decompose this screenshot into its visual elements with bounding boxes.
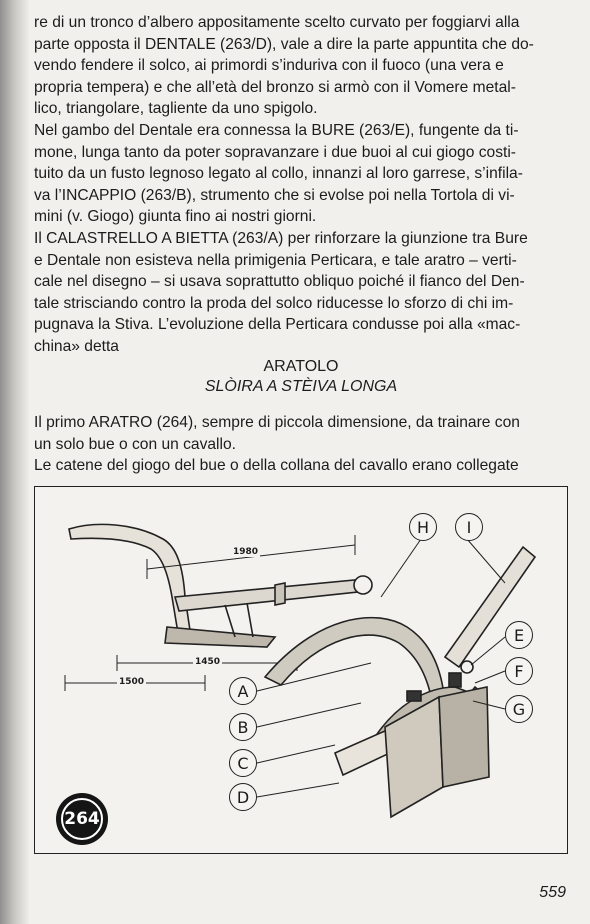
text-line: tuito da un fusto legnoso legato al collo, innanzi al loro garrese, s’infila- xyxy=(34,165,523,183)
text-line: vendo fendere il solco, ai primordi s’induriva con il fuoco (una vera e xyxy=(34,57,504,75)
text-line: pugnava la Stiva. L’evoluzione della Perticara condusse poi alla «mac- xyxy=(34,316,521,334)
page-gutter-shadow xyxy=(0,0,30,924)
text-line: un solo bue o con un cavallo. xyxy=(34,435,236,453)
text-line: va l’INCAPPIO (263/B), strumento che si evolse poi nella Tortola di vi- xyxy=(34,186,515,204)
text-line: propria tempera) e che all’età del bronzo si armò con il Vomere metal- xyxy=(34,78,516,96)
text-line: china» detta xyxy=(34,337,119,355)
dimension-label: 1980 xyxy=(233,547,259,557)
section-subtitle: SLÒIRA A STÈIVA LONGA xyxy=(204,378,398,395)
text-line: e Dentale non esisteva nella primigenia Perticara, e tale aratro – verti- xyxy=(34,251,517,269)
callout-h: H xyxy=(409,513,437,541)
dimension-label: 1500 xyxy=(119,677,145,687)
text-line: mone, lunga tanto da poter sopravanzare i due buoi al cui giogo costi- xyxy=(34,143,516,161)
text-line: re di un tronco d’albero appositamente scelto curvato per foggiarvi alla xyxy=(34,14,520,31)
text-line: Il primo ARATRO (264), sempre di piccola dimensione, da trainare con xyxy=(34,414,520,431)
text-line: lico, triangolare, tagliente da uno spigolo. xyxy=(34,100,318,118)
callout-c: C xyxy=(229,749,257,777)
callout-d: D xyxy=(229,783,257,811)
dimension-label: 1450 xyxy=(195,657,221,667)
text-line: Nel gambo del Dentale era connessa la BURE (263/E), fungente da ti- xyxy=(34,121,519,139)
callout-b: B xyxy=(229,713,257,741)
callout-i: I xyxy=(455,513,483,541)
dimension-lines xyxy=(65,535,355,691)
callout-e: E xyxy=(505,621,533,649)
callout-g: G xyxy=(505,695,533,723)
callout-f: F xyxy=(505,657,533,685)
text-line: cale nel disegno – si usava soprattutto obliquo poiché il fianco del Den- xyxy=(34,273,525,291)
text-line: Le catene del giogo del bue o della collana del cavallo erano collegate xyxy=(34,457,519,475)
plough-illustration xyxy=(34,486,568,854)
plough-drawing xyxy=(35,487,569,855)
body-text-top xyxy=(34,12,568,358)
callout-a: A xyxy=(229,677,257,705)
body-text-bottom xyxy=(34,412,568,477)
figure-number-badge xyxy=(56,793,108,845)
text-line: tale strisciando contro la proda del solco riducesse lo sforzo di chi im- xyxy=(34,294,514,312)
figure-number: 264 xyxy=(61,798,103,840)
page-number: 559 xyxy=(539,884,566,901)
text-line: parte opposta il DENTALE (263/D), vale a dire la parte appuntita che do- xyxy=(34,35,534,53)
text-line: mini (v. Giogo) giunta fino ai nostri giorni. xyxy=(34,208,317,226)
text-line: Il CALASTRELLO A BIETTA (263/A) per rinforzare la giunzione tra Bure xyxy=(34,229,528,247)
section-title: ARATOLO xyxy=(263,358,339,375)
